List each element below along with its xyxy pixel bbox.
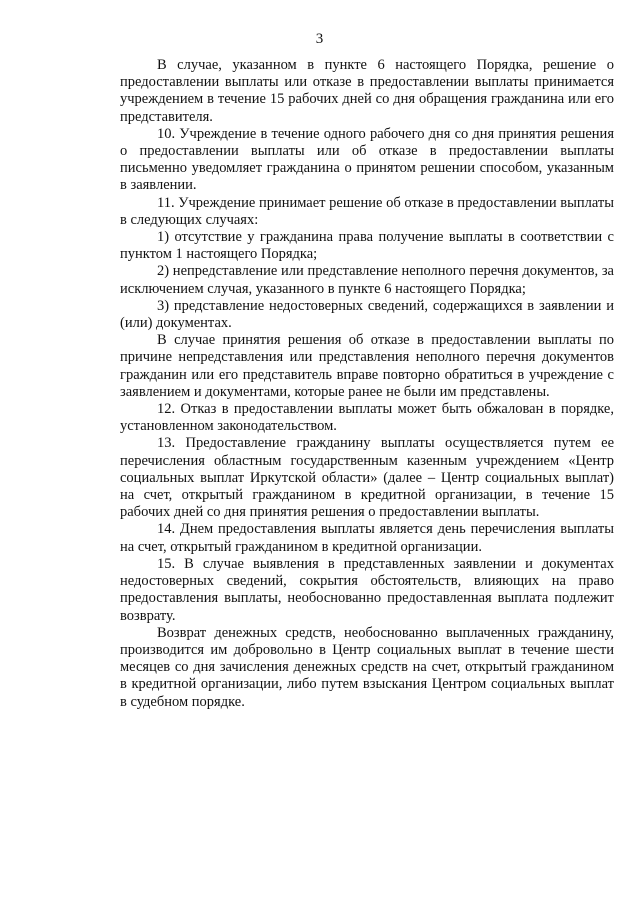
paragraph-14: 14. Днем предоставления выплаты является день перечисления выплаты на счет, открытый гражданином в кредитной организации.: [120, 521, 614, 555]
paragraph-refusal-reapply: В случае принятия решения об отказе в предоставлении выплаты по причине непредставления или представления неполного перечня документов гражданин или его представитель вправе повторно обратиться в учреждение с заявлением и документами, которые ранее не были им представлены.: [120, 332, 614, 400]
paragraph-decision-term: В случае, указанном в пункте 6 настоящего Порядка, решение о предоставлении выплаты или отказе в предоставлении выплаты принимается учреждением в течение 15 рабочих дней со дня обращения гражданина или его представителя.: [120, 57, 614, 125]
paragraph-11-item-1: 1) отсутствие у гражданина права получение выплаты в соответствии с пунктом 1 настоящего Порядка;: [120, 229, 614, 263]
document-body: [120, 57, 614, 711]
paragraph-13: 13. Предоставление гражданину выплаты осуществляется путем ее перечисления областным государственным казенным учреждением «Центр социальных выплат Иркутской области» (далее – Центр социальных выплат) на счет, открытый гражданином в кредитной организации, в течение 15 рабочих дней со дня принятия решения о предоставлении выплаты.: [120, 435, 614, 521]
paragraph-refund: Возврат денежных средств, необоснованно выплаченных гражданину, производится им добровольно в Центр социальных выплат в течение шести месяцев со дня зачисления денежных средств на счет, открытый гражданином в кредитной организации, либо путем взыскания Центром социальных выплат в судебном порядке.: [120, 624, 614, 710]
paragraph-11-item-3: 3) представление недостоверных сведений, содержащихся в заявлении и (или) документах.: [120, 297, 614, 332]
paragraph-12: 12. Отказ в предоставлении выплаты может быть обжалован в порядке, установленном законодательством.: [120, 401, 614, 435]
paragraph-15: 15. В случае выявления в представленных заявлении и документах недостоверных сведений, сокрытия обстоятельств, влияющих на право предоставления выплаты, необоснованно предоставленная выплата подлежит возврату.: [120, 555, 614, 624]
paragraph-11: 11. Учреждение принимает решение об отказе в предоставлении выплаты в следующих случаях:: [120, 194, 614, 228]
paragraph-11-item-2: 2) непредставление или представление неполного перечня документов, за исключением случая, указанного в пункте 6 настоящего Порядка;: [120, 263, 614, 297]
page-number: 3: [315, 31, 324, 47]
paragraph-10: 10. Учреждение в течение одного рабочего дня со дня принятия решения о предоставлении выплаты или об отказе в предоставлении выплаты письменно уведомляет гражданина о принятом решении способом, указанным в заявлении.: [120, 125, 614, 194]
